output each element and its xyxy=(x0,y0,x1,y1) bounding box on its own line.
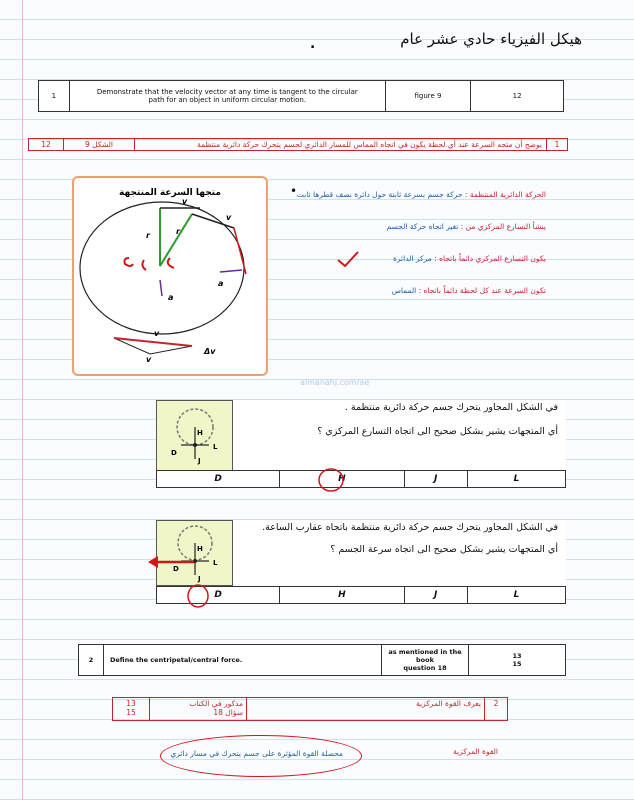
red-scribble-1 xyxy=(125,258,134,266)
label-r1: r xyxy=(146,231,150,240)
question-2-line-1: في الشكل المجاور يتحرك جسم حركة دائرية منتظمة باتجاه عقارب الساعة. xyxy=(262,522,558,533)
note-3-value: مركز الدائرة xyxy=(392,254,432,263)
question-2-options xyxy=(156,586,566,604)
q1-option-h-label: H xyxy=(338,474,346,484)
question-2-line-2: أي المتجهات يشير بشكل صحيح الى اتجاه سرعة الجسم ؟ xyxy=(330,544,558,555)
triangle-dv-side xyxy=(114,338,192,346)
label-tri-v1: v xyxy=(154,329,160,338)
note-4-value: المماس xyxy=(391,286,417,295)
label-a-right: a xyxy=(218,279,224,288)
q1-label-l: L xyxy=(213,443,218,451)
red-scribble-3 xyxy=(168,258,174,268)
outcome-2-number: 2 xyxy=(79,645,104,676)
label-tri-v2: v xyxy=(146,355,152,364)
outcome-2-ar-page-2: 15 xyxy=(126,708,136,717)
definition-value: محصلة القوة المؤثرة على جسم يتحرك في مسار دائري xyxy=(170,749,343,758)
note-1-value: حركة جسم بسرعة ثابتة حول دائرة نصف قطرها ثابت xyxy=(296,190,463,199)
check-mark xyxy=(336,250,360,268)
q1-option-h[interactable] xyxy=(280,471,404,488)
red-scribble-2 xyxy=(142,260,146,270)
title-dot: . xyxy=(310,36,316,52)
outcome-1-ar-page: 12 xyxy=(29,139,64,151)
note-3 xyxy=(393,254,546,263)
bullet: • xyxy=(290,184,298,198)
diagram-title: متجها السرعة المنتجهة xyxy=(119,188,221,198)
radius-r2 xyxy=(160,214,192,266)
label-v1: v xyxy=(182,197,188,206)
outcome-2-ar-page xyxy=(113,698,150,721)
label-a-bottom: a xyxy=(168,293,174,302)
outcome-1-number: 1 xyxy=(39,81,70,112)
outcome-2-table xyxy=(78,644,566,676)
outcome-2-ar-ref xyxy=(150,698,247,721)
q1-label-d: D xyxy=(171,449,177,457)
red-arrow xyxy=(234,228,246,274)
outcome-2-ref xyxy=(382,645,469,676)
label-dv: Δv xyxy=(204,347,216,356)
outcome-1-ar-table xyxy=(28,138,568,151)
outcome-2-page-2: 15 xyxy=(512,660,522,668)
note-4 xyxy=(392,286,546,295)
outcome-1-ar-ref: الشكل 9 xyxy=(64,139,135,151)
q1-option-j[interactable]: J xyxy=(404,471,467,488)
q2-label-j: J xyxy=(198,575,201,583)
outcome-2-page-1: 13 xyxy=(512,652,522,660)
vector-triangle xyxy=(114,338,192,354)
q1-figure-svg xyxy=(157,401,232,471)
outcome-2-page xyxy=(469,645,566,676)
q2-option-l[interactable]: L xyxy=(467,587,565,604)
question-1-figure xyxy=(156,400,233,472)
outcome-2-ar-ref-2: سؤال 18 xyxy=(213,708,243,717)
outcome-2-ar-page-1: 13 xyxy=(126,699,136,708)
note-1 xyxy=(297,190,546,199)
outcome-2-ar-table xyxy=(112,697,508,721)
outcome-1-table xyxy=(38,80,564,112)
question-2 xyxy=(156,520,566,584)
outcome-2-ref-2: question 18 xyxy=(403,664,447,672)
note-4-key: تكون السرعة عند كل لحظة دائماً باتجاه : xyxy=(418,286,546,295)
red-velocity-arrow xyxy=(146,554,196,572)
q2-label-l: L xyxy=(213,559,218,567)
q2-label-h: H xyxy=(197,545,203,553)
q1-label-h: H xyxy=(197,429,203,437)
q2-option-d-label: D xyxy=(214,590,222,600)
outcome-2-ar-text: يعرف القوة المركزية xyxy=(247,698,485,721)
question-1-line-2: أي المتجهات يشير بشكل صحيح الى اتجاه التسارع المركزي ؟ xyxy=(317,426,558,437)
note-2 xyxy=(387,222,546,231)
definition-oval xyxy=(160,735,362,777)
label-v2: v xyxy=(226,213,232,222)
q1-option-d[interactable]: D xyxy=(157,471,280,488)
outcome-2-ar-number: 2 xyxy=(485,698,508,721)
note-2-key: ينشأ التسارع المركزي من : xyxy=(460,222,546,231)
outcome-1-text: Demonstrate that the velocity vector at any time is tangent to the circular path for an object in uniform circular motion. xyxy=(69,81,385,112)
outcome-1-ar-number: 1 xyxy=(547,139,568,151)
velocity-diagram xyxy=(72,176,268,376)
question-1 xyxy=(156,400,566,470)
outcome-2-text: Define the centripetal/central force. xyxy=(104,645,382,676)
accel-arrow-bottom xyxy=(160,280,162,296)
page-title: هيكل الفيزياء حادي عشر عام xyxy=(400,30,582,48)
q2-figure-svg xyxy=(157,521,232,585)
label-r2: r xyxy=(176,227,180,236)
question-1-line-1: في الشكل المجاور يتحرك جسم حركة دائرية منتظمة . xyxy=(344,402,558,413)
note-1-key: الحركة الدائرية المنتظمة : xyxy=(464,190,546,199)
note-3-key: يكون التسارع المركزي دائماً باتجاه : xyxy=(434,254,546,263)
outcome-1-ar-text: يوضح أن متجه السرعة عند أي لحظة يكون في اتجاه المماس للمسار الدائري لجسم يتحرك حركة دائرية منتظمة xyxy=(135,139,547,151)
outcome-2-ar-ref-1: مذكور في الكتاب xyxy=(189,699,243,708)
accel-arrow-right xyxy=(220,270,242,272)
q1-label-j: J xyxy=(198,457,201,465)
velocity-diagram-svg xyxy=(74,178,266,374)
q1-option-l[interactable]: L xyxy=(467,471,565,488)
question-1-options xyxy=(156,470,566,488)
outcome-1-ref: figure 9 xyxy=(385,81,470,112)
circle-path xyxy=(80,202,244,334)
outcome-1-page: 12 xyxy=(471,81,564,112)
q2-option-d[interactable] xyxy=(157,587,280,604)
definition-key: القوة المركزية xyxy=(452,747,498,756)
answer-circle-2 xyxy=(185,583,211,609)
question-2-figure xyxy=(156,520,233,586)
q2-label-d: D xyxy=(173,565,179,573)
watermark: almanahj.com/ae xyxy=(300,378,370,387)
outcome-2-ref-1: as mentioned in the book xyxy=(388,648,462,664)
q2-option-h[interactable]: H xyxy=(280,587,404,604)
q2-option-j[interactable]: J xyxy=(404,587,467,604)
note-2-value: تغير اتجاه حركة الجسم xyxy=(386,222,459,231)
answer-circle-1 xyxy=(316,467,346,493)
